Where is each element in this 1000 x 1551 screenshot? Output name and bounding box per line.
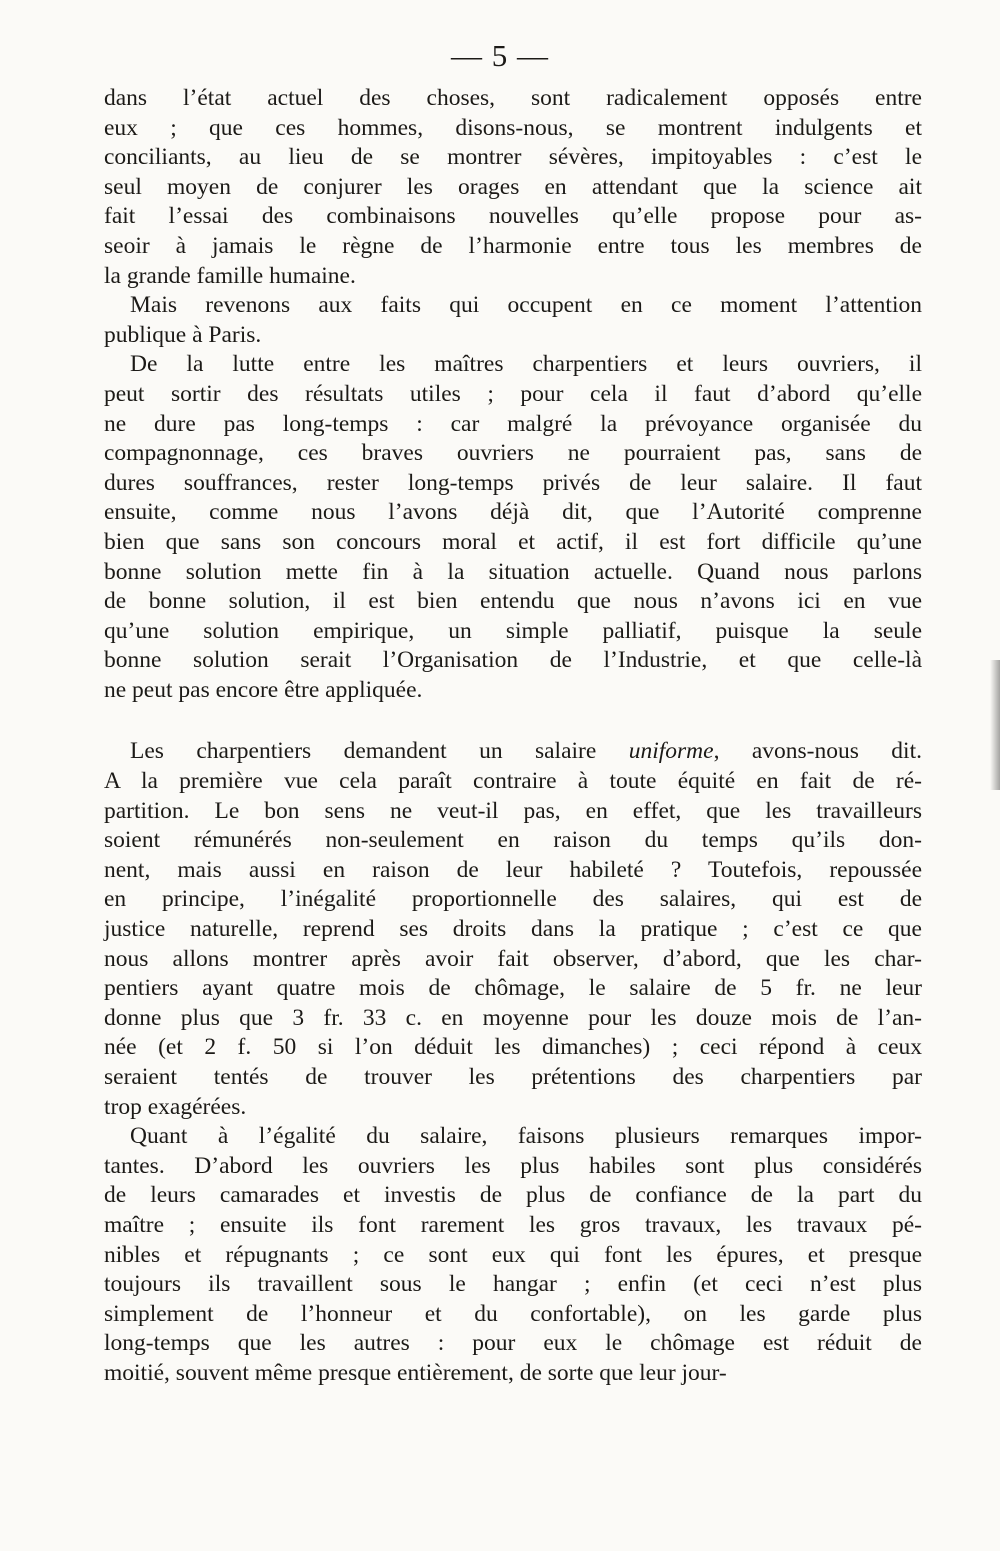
text-line: soient rémunérés non-seulement en raison du temps qu’ils don- [104,827,922,854]
text-line: nibles et répugnants ; ce sont eux qui font les épures, et presque [104,1241,922,1268]
text-line: tantes. D’abord les ouvriers les plus habiles sont plus considérés [104,1152,922,1179]
text-line: donne plus que 3 fr. 33 c. en moyenne pour les douze mois de l’an- [104,1004,922,1031]
text-line: maître ; ensuite ils font rarement les gros travaux, les travaux pé- [104,1211,922,1238]
text-line: publique à Paris. [104,321,262,348]
text-line: conciliants, au lieu de se montrer sévères, impitoyables : c’est le [104,144,922,171]
text-line: peut sortir des résultats utiles ; pour cela il faut d’abord qu’elle [104,380,922,407]
paragraph [104,291,922,350]
text-line: dans l’état actuel des choses, sont radicalement opposés entre [104,85,922,111]
text-line: simplement de l’honneur et du confortable), on les garde plus [104,1300,922,1327]
text-line: de leurs camarades et investis de plus de confiance de la part du [104,1182,922,1209]
page-edge-shadow [990,660,1000,790]
paragraph [104,1122,922,1388]
text-line: pentiers ayant quatre mois de chômage, le salaire de 5 fr. ne leur [104,975,922,1002]
text-line: Les charpentiers demandent un salaire uniforme, avons-nous dit. [130,738,922,765]
body-text [104,84,922,1389]
text-line: nous allons montrer après avoir fait observer, d’abord, que les char- [104,945,922,972]
text-line: moitié, souvent même presque entièrement, de sorte que leur jour- [104,1359,727,1386]
text-line: seul moyen de conjurer les orages en attendant que la science ait [104,173,922,200]
text-line: bonne solution mette fin à la situation actuelle. Quand nous parlons [104,558,922,585]
text-line: partition. Le bon sens ne veut-il pas, en effet, que les travailleurs [104,797,922,824]
text-line: toujours ils travaillent sous le hangar ; enfin (et ceci n’est plus [104,1271,922,1298]
text-line: Quant à l’égalité du salaire, faisons plusieurs remarques impor- [130,1123,922,1150]
text-line: long-temps que les autres : pour eux le chômage est réduit de [104,1330,922,1357]
text-line: dures souffrances, rester long-temps privés de leur salaire. Il faut [104,469,922,496]
paragraph [104,350,922,705]
text-line: ne peut pas encore être appliquée. [104,676,423,703]
text-line: nent, mais aussi en raison de leur habileté ? Toutefois, repoussée [104,856,922,883]
text-line: seoir à jamais le règne de l’harmonie entre tous les membres de [104,232,922,259]
text-line: née (et 2 f. 50 si l’on déduit les dimanches) ; ceci répond à ceux [104,1034,922,1061]
text-line: en principe, l’inégalité proportionnelle des salaires, qui est de [104,886,922,913]
text-line: qu’une solution empirique, un simple palliatif, puisque la seule [104,617,922,644]
text-line: A la première vue cela paraît contraire à toute équité en fait de ré- [104,768,922,795]
text-line: bien que sans son concours moral et actif, il est fort difficile qu’une [104,528,922,555]
text-line: fait l’essai des combinaisons nouvelles qu’elle propose pour as- [104,203,922,230]
text-line: Mais revenons aux faits qui occupent en ce moment l’attention [130,292,922,319]
text-line: eux ; que ces hommes, disons-nous, se montrent indulgents et [104,114,922,141]
paragraph [104,737,922,1122]
page-number: — 5 — [451,38,549,73]
text-line: compagnonnage, ces braves ouvriers ne pourraient pas, sans de [104,440,922,467]
text-line: justice naturelle, reprend ses droits dans la pratique ; c’est ce que [104,916,922,943]
text-line: ne dure pas long-temps : car malgré la prévoyance organisée du [104,410,922,437]
text-line: bonne solution serait l’Organisation de l’Industrie, et que celle-là [104,647,922,674]
paragraph-gap [104,705,922,737]
text-line: seraient tentés de trouver les prétentions des charpentiers par [104,1064,922,1090]
paragraph [104,84,922,291]
text-line: ensuite, comme nous l’avons déjà dit, que l’Autorité comprenne [104,499,922,526]
text-line: la grande famille humaine. [104,262,356,289]
text-line: de bonne solution, il est bien entendu que nous n’avons ici en vue [104,588,922,615]
text-line: trop exagérées. [104,1093,247,1120]
emphasis: uniforme [628,738,714,765]
text-line: De la lutte entre les maîtres charpentiers et leurs ouvriers, il [130,351,922,378]
